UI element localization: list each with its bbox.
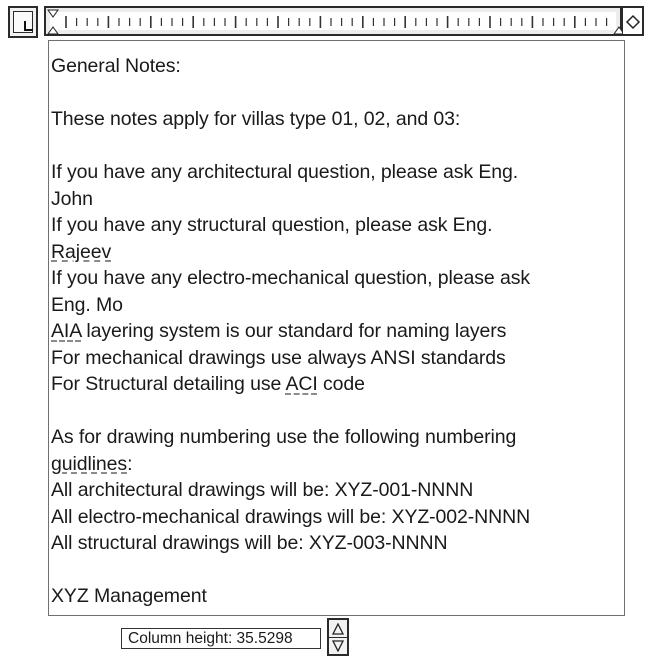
note-text: For Structural detailing use bbox=[51, 373, 286, 395]
note-line[interactable]: For mechanical drawings use always ANSI standards bbox=[51, 346, 506, 369]
note-line[interactable] bbox=[51, 80, 622, 107]
column-height-spinner[interactable] bbox=[327, 618, 349, 656]
note-line[interactable]: All structural drawings will be: XYZ-003-NNNN bbox=[51, 532, 448, 554]
tab-selector-frame bbox=[13, 11, 33, 33]
note-line[interactable] bbox=[51, 133, 622, 160]
spin-up-icon bbox=[332, 623, 344, 635]
note-line[interactable]: John bbox=[51, 187, 93, 210]
note-line[interactable] bbox=[51, 398, 622, 425]
note-line[interactable]: XYZ Management bbox=[51, 585, 207, 607]
spin-up-button[interactable] bbox=[329, 620, 347, 638]
note-line[interactable]: If you have any electro-mechanical question, please ask bbox=[51, 267, 531, 289]
note-line[interactable]: If you have any architectural question, please ask Eng. bbox=[51, 161, 519, 183]
note-line[interactable]: General Notes: bbox=[51, 55, 181, 77]
spin-down-icon bbox=[332, 640, 344, 652]
spellcheck-flagged-word[interactable]: Rajeev bbox=[51, 240, 112, 263]
column-width-handle[interactable] bbox=[622, 6, 644, 36]
note-line[interactable] bbox=[51, 239, 622, 266]
note-line[interactable]: All architectural drawings will be: XYZ-001-NNNN bbox=[51, 479, 474, 501]
note-line[interactable]: Eng. Mo bbox=[51, 293, 123, 316]
mtext-editor[interactable] bbox=[48, 40, 625, 616]
note-line[interactable]: As for drawing numbering use the following numbering bbox=[51, 426, 517, 448]
note-line[interactable]: These notes apply for villas type 01, 02, and 03: bbox=[51, 108, 461, 130]
note-line[interactable] bbox=[51, 451, 622, 478]
column-height-readout: Column height: 35.5298 bbox=[121, 628, 321, 649]
diamond-icon bbox=[625, 14, 641, 30]
left-tab-icon bbox=[24, 21, 33, 31]
spellcheck-flagged-word[interactable]: guidlines bbox=[51, 452, 128, 475]
note-text: : bbox=[127, 452, 133, 475]
spin-down-button[interactable] bbox=[329, 637, 347, 654]
tab-selector-button[interactable] bbox=[8, 6, 38, 38]
notes-text[interactable] bbox=[51, 53, 622, 610]
ruler-track bbox=[50, 12, 616, 30]
ruler-ticks bbox=[46, 8, 624, 38]
note-text: layering system is our standard for naming layers bbox=[81, 320, 507, 342]
note-line[interactable] bbox=[51, 371, 622, 398]
text-ruler[interactable] bbox=[44, 6, 622, 36]
note-line[interactable]: All electro-mechanical drawings will be: XYZ-002-NNNN bbox=[51, 505, 531, 528]
note-line[interactable]: If you have any structural question, please ask Eng. bbox=[51, 214, 493, 236]
spellcheck-flagged-word[interactable]: ACI bbox=[285, 373, 318, 395]
note-line[interactable] bbox=[51, 318, 622, 345]
note-text: code bbox=[317, 373, 365, 395]
spellcheck-flagged-word[interactable]: AIA bbox=[51, 320, 82, 342]
note-line[interactable] bbox=[51, 557, 622, 584]
